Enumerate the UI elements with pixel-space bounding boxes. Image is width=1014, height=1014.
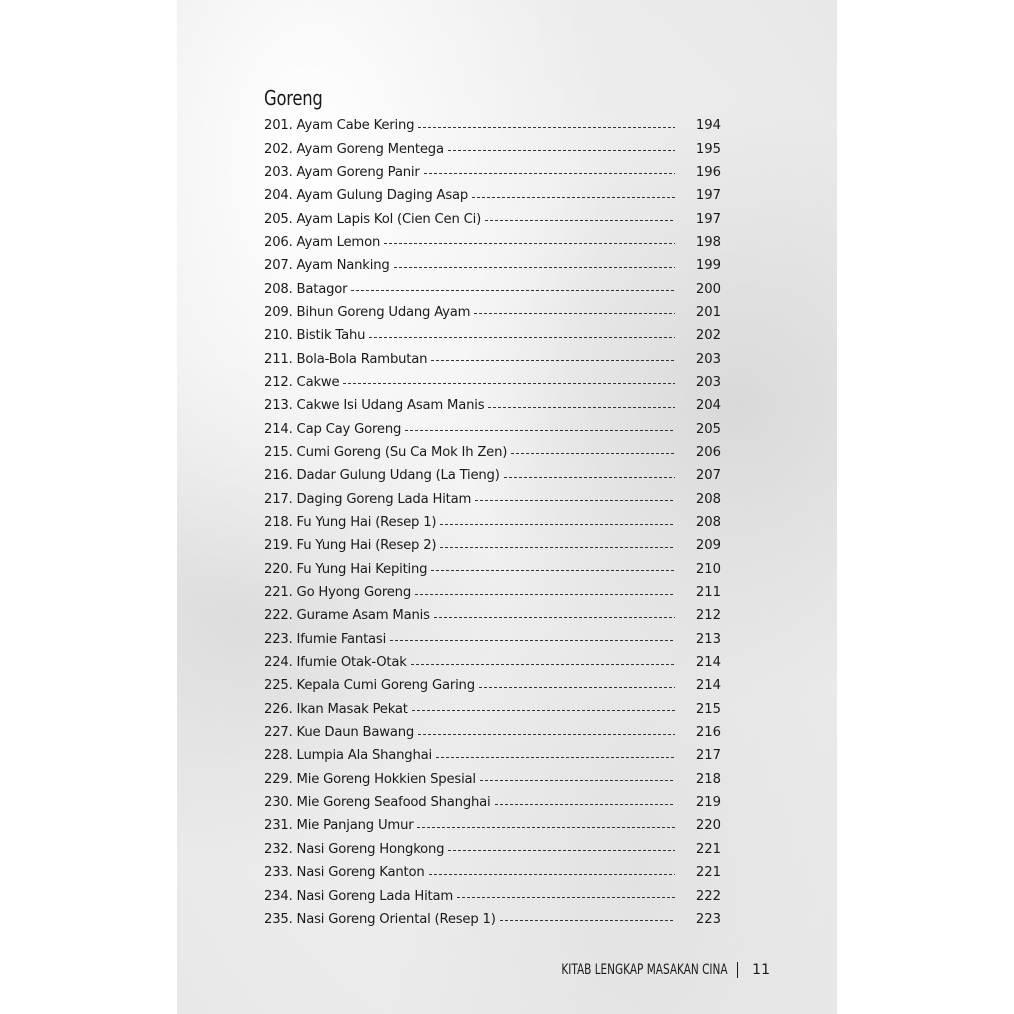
dot-leader xyxy=(424,173,675,174)
dot-leader xyxy=(405,430,675,431)
toc-entry xyxy=(264,464,721,487)
dot-leader xyxy=(457,897,675,898)
entry-title: 231. Mie Panjang Umur xyxy=(264,818,414,834)
toc-entry xyxy=(264,651,721,674)
entry-title: 214. Cap Cay Goreng xyxy=(264,421,402,437)
toc-entry xyxy=(264,394,721,417)
footer-divider xyxy=(737,962,738,978)
entry-page-number: 222 xyxy=(695,888,721,904)
entry-title: 216. Dadar Gulung Udang (La Tieng) xyxy=(264,468,500,484)
entry-page-number: 210 xyxy=(695,561,721,577)
entry-page-number: 221 xyxy=(695,841,721,857)
entry-title: 217. Daging Goreng Lada Hitam xyxy=(264,491,472,507)
dot-leader xyxy=(384,243,675,244)
book-title: KITAB LENGKAP MASAKAN CINA xyxy=(561,962,728,978)
toc-entry xyxy=(264,908,721,931)
page-footer xyxy=(506,962,770,978)
toc-entry xyxy=(264,347,721,370)
toc-entry xyxy=(264,417,721,440)
entry-title: 209. Bihun Goreng Udang Ayam xyxy=(264,304,471,320)
toc-entry xyxy=(264,184,721,207)
toc-entry xyxy=(264,277,721,300)
dot-leader xyxy=(351,290,675,291)
toc-entry xyxy=(264,768,721,791)
entry-page-number: 211 xyxy=(695,585,721,601)
entry-title: 202. Ayam Goreng Mentega xyxy=(264,141,444,157)
toc-entry xyxy=(264,254,721,277)
dot-leader xyxy=(431,570,675,571)
entry-page-number: 208 xyxy=(695,491,721,507)
entry-page-number: 223 xyxy=(695,911,721,927)
toc-entry xyxy=(264,558,721,581)
dot-leader xyxy=(488,407,675,408)
entry-page-number: 201 xyxy=(695,304,721,320)
toc-entry xyxy=(264,861,721,884)
entry-page-number: 200 xyxy=(695,281,721,297)
entry-page-number: 205 xyxy=(695,421,721,437)
dot-leader xyxy=(394,267,675,268)
entry-title: 235. Nasi Goreng Oriental (Resep 1) xyxy=(264,911,496,927)
dot-leader xyxy=(475,500,675,501)
toc-entry xyxy=(264,534,721,557)
entry-title: 224. Ifumie Otak-Otak xyxy=(264,655,407,671)
entry-page-number: 195 xyxy=(695,141,721,157)
dot-leader xyxy=(474,313,675,314)
entry-page-number: 209 xyxy=(695,538,721,554)
page-number: 11 xyxy=(752,962,770,978)
dot-leader xyxy=(418,127,675,128)
dot-leader xyxy=(511,453,675,454)
entry-title: 227. Kue Daun Bawang xyxy=(264,725,415,741)
toc-entry xyxy=(264,721,721,744)
entry-title: 205. Ayam Lapis Kol (Cien Cen Ci) xyxy=(264,211,482,227)
toc-entry xyxy=(264,698,721,721)
dot-leader xyxy=(440,524,675,525)
entry-title: 232. Nasi Goreng Hongkong xyxy=(264,841,445,857)
entry-page-number: 196 xyxy=(695,164,721,180)
dot-leader xyxy=(448,150,675,151)
entry-page-number: 212 xyxy=(695,608,721,624)
toc-entry xyxy=(264,371,721,394)
dot-leader xyxy=(415,594,675,595)
toc-entry xyxy=(264,207,721,230)
toc-entry xyxy=(264,161,721,184)
entry-title: 206. Ayam Lemon xyxy=(264,234,381,250)
toc-entry xyxy=(264,884,721,907)
entry-title: 213. Cakwe Isi Udang Asam Manis xyxy=(264,398,485,414)
toc-entry xyxy=(264,301,721,324)
entry-page-number: 217 xyxy=(695,748,721,764)
toc-entry xyxy=(264,744,721,767)
entry-title: 221. Go Hyong Goreng xyxy=(264,585,412,601)
dot-leader xyxy=(412,710,675,711)
entry-title: 203. Ayam Goreng Panir xyxy=(264,164,420,180)
entry-page-number: 203 xyxy=(695,374,721,390)
entry-title: 201. Ayam Cabe Kering xyxy=(264,118,415,134)
dot-leader xyxy=(411,664,675,665)
dot-leader xyxy=(429,874,675,875)
entry-title: 210. Bistik Tahu xyxy=(264,328,366,344)
entry-page-number: 218 xyxy=(695,771,721,787)
book-page xyxy=(177,0,837,1014)
entry-title: 223. Ifumie Fantasi xyxy=(264,631,387,647)
dot-leader xyxy=(434,617,675,618)
entry-title: 219. Fu Yung Hai (Resep 2) xyxy=(264,538,437,554)
entry-title: 212. Cakwe xyxy=(264,374,340,390)
entry-page-number: 220 xyxy=(695,818,721,834)
toc-entry xyxy=(264,324,721,347)
dot-leader xyxy=(485,220,675,221)
toc-entry xyxy=(264,114,721,137)
entry-page-number: 207 xyxy=(695,468,721,484)
entry-title: 229. Mie Goreng Hokkien Spesial xyxy=(264,771,476,787)
toc-entry xyxy=(264,814,721,837)
dot-leader xyxy=(417,827,675,828)
toc-entry xyxy=(264,137,721,160)
entry-title: 215. Cumi Goreng (Su Ca Mok Ih Zen) xyxy=(264,444,508,460)
entry-title: 233. Nasi Goreng Kanton xyxy=(264,865,425,881)
dot-leader xyxy=(431,360,675,361)
toc-entry xyxy=(264,604,721,627)
entry-page-number: 213 xyxy=(695,631,721,647)
dot-leader xyxy=(343,383,675,384)
dot-leader xyxy=(436,757,675,758)
table-of-contents xyxy=(264,114,721,931)
entry-page-number: 206 xyxy=(695,444,721,460)
entry-page-number: 203 xyxy=(695,351,721,367)
toc-entry xyxy=(264,674,721,697)
section-title: Goreng xyxy=(264,86,323,110)
dot-leader xyxy=(472,197,675,198)
entry-title: 207. Ayam Nanking xyxy=(264,258,390,274)
entry-title: 226. Ikan Masak Pekat xyxy=(264,701,408,717)
entry-page-number: 208 xyxy=(695,515,721,531)
entry-page-number: 219 xyxy=(695,795,721,811)
dot-leader xyxy=(390,640,675,641)
entry-title: 218. Fu Yung Hai (Resep 1) xyxy=(264,515,437,531)
dot-leader xyxy=(500,920,675,921)
entry-page-number: 197 xyxy=(695,211,721,227)
entry-page-number: 197 xyxy=(695,188,721,204)
dot-leader xyxy=(369,337,675,338)
entry-page-number: 214 xyxy=(695,655,721,671)
dot-leader xyxy=(448,850,675,851)
entry-title: 228. Lumpia Ala Shanghai xyxy=(264,748,432,764)
entry-page-number: 221 xyxy=(695,865,721,881)
entry-page-number: 216 xyxy=(695,725,721,741)
entry-title: 220. Fu Yung Hai Kepiting xyxy=(264,561,428,577)
toc-entry xyxy=(264,791,721,814)
entry-title: 208. Batagor xyxy=(264,281,348,297)
toc-entry xyxy=(264,838,721,861)
toc-entry xyxy=(264,441,721,464)
entry-title: 204. Ayam Gulung Daging Asap xyxy=(264,188,469,204)
dot-leader xyxy=(480,780,675,781)
entry-title: 234. Nasi Goreng Lada Hitam xyxy=(264,888,454,904)
entry-page-number: 214 xyxy=(695,678,721,694)
toc-entry xyxy=(264,231,721,254)
entry-page-number: 199 xyxy=(695,258,721,274)
entry-title: 225. Kepala Cumi Goreng Garing xyxy=(264,678,475,694)
toc-entry xyxy=(264,511,721,534)
entry-title: 211. Bola-Bola Rambutan xyxy=(264,351,428,367)
entry-page-number: 202 xyxy=(695,328,721,344)
toc-entry xyxy=(264,628,721,651)
entry-page-number: 194 xyxy=(695,118,721,134)
dot-leader xyxy=(504,477,675,478)
entry-page-number: 215 xyxy=(695,701,721,717)
dot-leader xyxy=(440,547,675,548)
entry-page-number: 204 xyxy=(695,398,721,414)
entry-page-number: 198 xyxy=(695,234,721,250)
toc-entry xyxy=(264,581,721,604)
entry-title: 230. Mie Goreng Seafood Shanghai xyxy=(264,795,491,811)
toc-entry xyxy=(264,488,721,511)
dot-leader xyxy=(479,687,675,688)
entry-title: 222. Gurame Asam Manis xyxy=(264,608,430,624)
dot-leader xyxy=(495,804,675,805)
dot-leader xyxy=(418,734,675,735)
